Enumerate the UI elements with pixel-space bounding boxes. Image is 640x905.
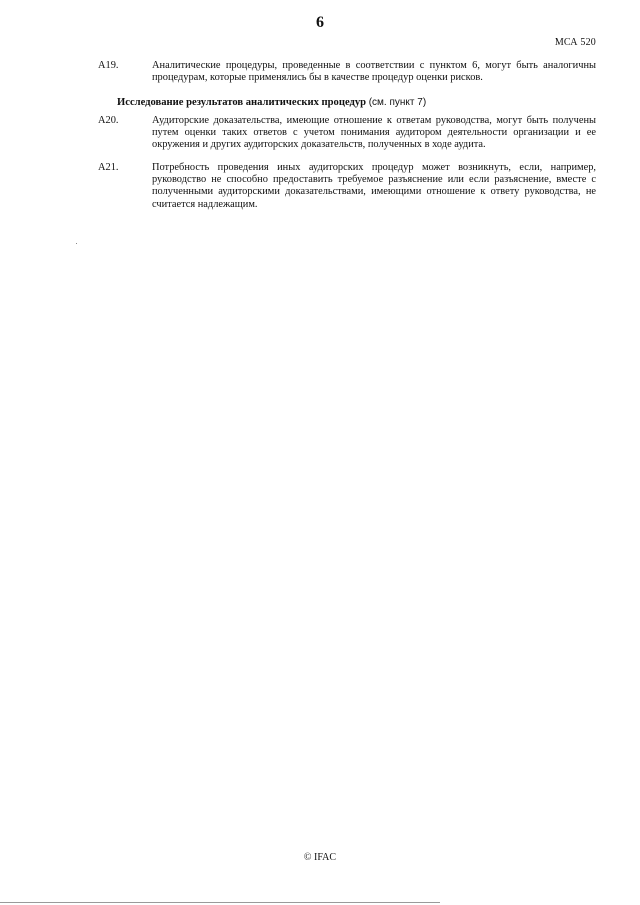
page-number: 6 [316,14,324,31]
paragraph-a19 [98,60,596,84]
paragraph-text: Аудиторские доказательства, имеющие отношение к ответам руководства, могут быть получены путем оценки таких ответов с учетом понимания аудитором деятельности организации и ее окружения и других аудиторских доказательств, полученных в ходе аудита. [152,115,596,151]
paragraph-text: Потребность проведения иных аудиторских процедур может возникнуть, если, например, руководство не способно предоставить требуемое разъяснение или если разъяснение, вместе с полученными аудиторскими доказательствами, имеющими отношение к ответу руководства, не считается надлежащим. [152,162,596,210]
paragraph-text: Аналитические процедуры, проведенные в соответствии с пунктом 6, могут быть аналогичны процедурам, которые применялись бы в качестве процедур оценки рисков. [152,60,596,84]
paragraph-number: A19. [98,60,119,71]
scan-speck [76,243,77,244]
section-heading [117,97,426,108]
document-code: МСА 520 [554,37,596,48]
paragraph-number: A20. [98,115,119,126]
scan-edge-line [0,902,440,903]
paragraph-a21 [98,162,596,211]
paragraph-a20 [98,115,596,152]
section-reference: (см. пункт 7) [368,97,427,108]
section-title: Исследование результатов аналитических процедур [117,97,367,108]
footer-copyright: © IFAC [303,852,337,863]
paragraph-number: A21. [98,162,119,173]
